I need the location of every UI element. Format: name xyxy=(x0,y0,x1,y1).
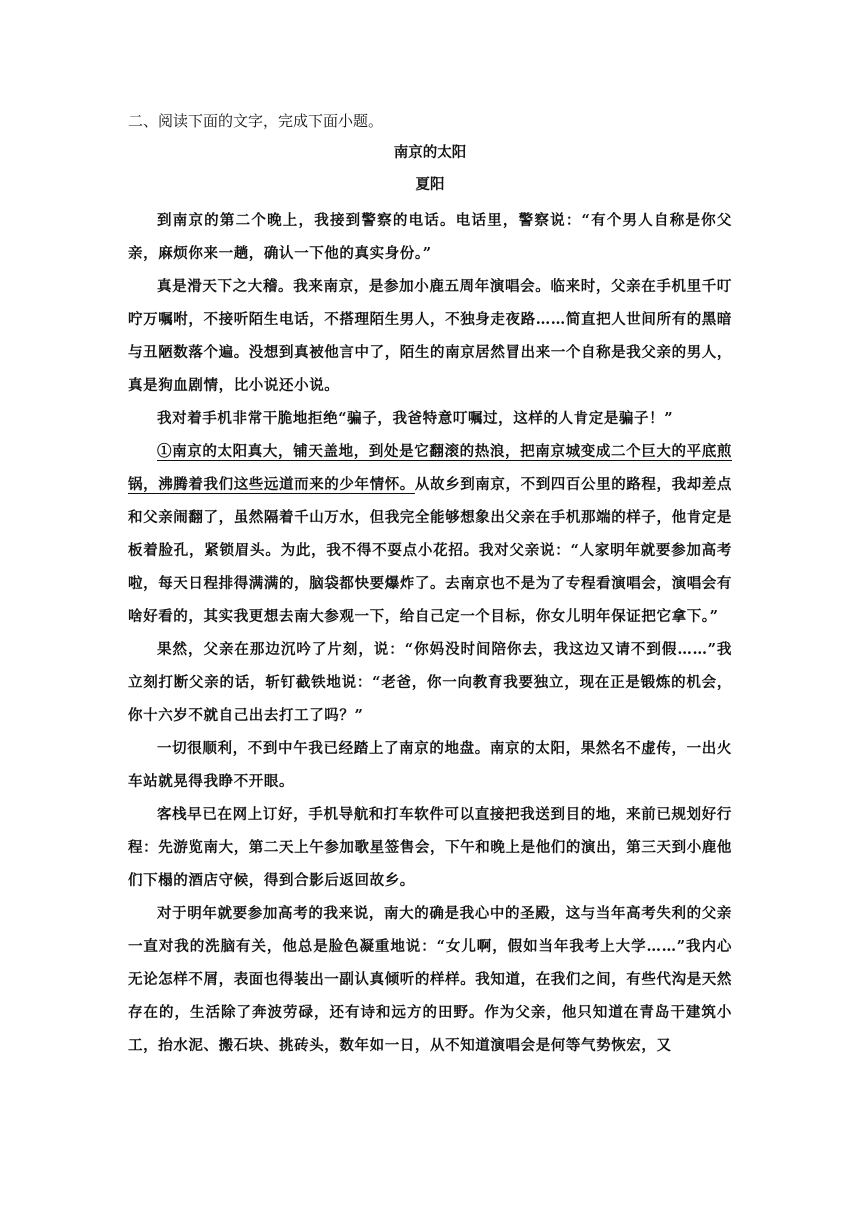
paragraph-3: 我对着手机非常干脆地拒绝“骗子，我爸特意叮嘱过，这样的人肯定是骗子！” xyxy=(157,410,674,427)
paragraph-5: 果然，父亲在那边沉吟了片刻，说：“你妈没时间陪你去，我这边又请不到假……”我立刻打断父亲的话，斩钉截铁地说：“老爸，你一向教育我要独立，现在正是锻炼的机会，你十六岁不就自己出去打工了吗？” xyxy=(128,641,732,724)
article-title: 南京的太阳 xyxy=(393,144,467,161)
paragraph-8: 对于明年就要参加高考的我来说，南大的确是我心中的圣殿，这与当年高考失利的父亲一直对我的洗脑有关，他总是脸色凝重地说：“女儿啊，假如当年我考上大学……”我内心无论怎样不屑，表面也得装出一副认真倾听的样样。我知道，在我们之间，有些代沟是天然存在的，生活除了奔波劳碌，还有诗和远方的田野。作为父亲，他只知道在青岛干建筑小工，抬水泥、搬石块、挑砖头，数年如一日，从不知道演唱会是何等气势恢宏，又 xyxy=(128,905,732,1054)
paragraph-7: 客栈早已在网上订好，手机导航和打车软件可以直接把我送到目的地，来前已规划好行程：先游览南大，第二天上午参加歌星签售会，下午和晚上是他们的演出，第三天到小鹿他们下榻的酒店守候，得到合影后返回故乡。 xyxy=(128,806,732,889)
paragraph-4-rest: 从故乡到南京，不到四百公里的路程，我却差点和父亲闹翻了，虽然隔着千山万水，但我完全能够想象出父亲在手机那端的样子，他肯定是板着脸孔，紧锁眉头。为此，我不得不耍点小花招。我对父亲说：“人家明年就要参加高考啦，每天日程排得满满的，脑袋都快要爆炸了。去南京也不是为了专程看演唱会，演唱会有啥好看的，其实我更想去南大参观一下，给自己定一个目标，你女儿明年保证把它拿下。” xyxy=(128,476,733,625)
underlined-sentence-1: ①南京的太阳真大，铺天盖地，到处是它翻滚的热浪，把南京城变成二个巨大的平底煎锅，沸腾着我们这些远道而来的少年情怀。 xyxy=(128,443,732,493)
paragraph-6: 一切很顺利，不到中午我已经踏上了南京的地盘。南京的太阳，果然名不虚传，一出火车站就晃得我睁不开眼。 xyxy=(128,740,732,790)
paragraph-4 xyxy=(128,435,732,633)
paragraph-2: 真是滑天下之大稽。我来南京，是参加小鹿五周年演唱会。临来时，父亲在手机里千叮咛万嘱咐，不接听陌生电话，不搭理陌生男人，不独身走夜路……简直把人世间所有的黑暗与丑陋数落个遍。没想到真被他言中了，陌生的南京居然冒出来一个自称是我父亲的男人，真是狗血剧情，比小说还小说。 xyxy=(128,278,732,394)
paragraph-1: 到南京的第二个晚上，我接到警察的电话。电话里，警察说：“有个男人自称是你父亲，麻烦你来一趟，确认一下他的真实身份。” xyxy=(128,212,732,262)
section-heading: 二、阅读下面的文字，完成下面小题。 xyxy=(128,112,384,130)
document-page xyxy=(128,110,732,1062)
article-author: 夏阳 xyxy=(415,176,445,193)
